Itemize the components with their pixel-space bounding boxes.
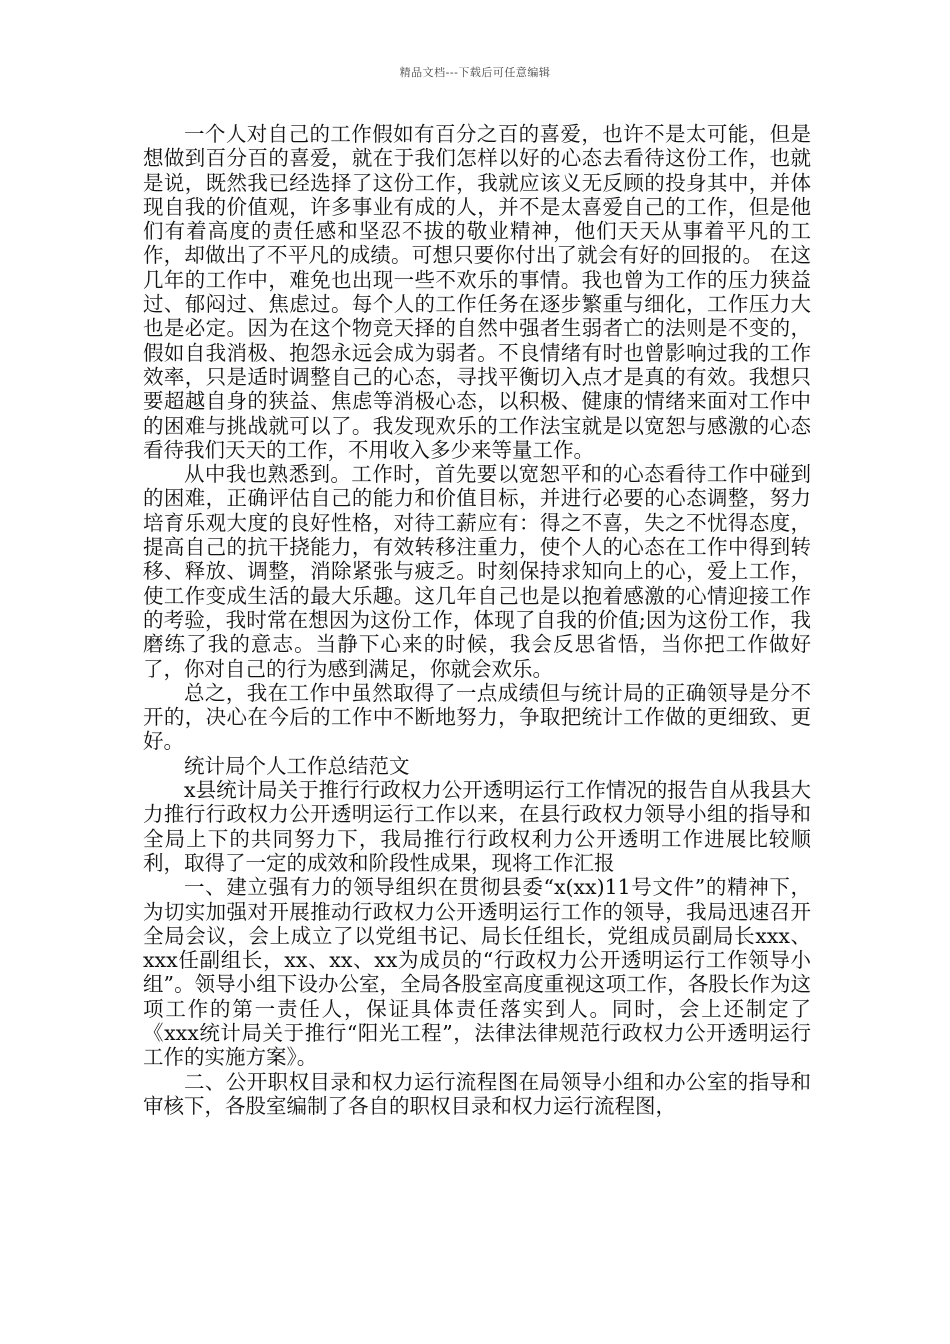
page-header: 精品文档---下载后可任意编辑 xyxy=(399,66,551,79)
paragraph-1: 一个人对自己的工作假如有百分之百的喜爱，也许不是太可能，但是想做到百分百的喜爱，就在于我们怎样以好的心态去看待这份工作，也就是说，既然我已经选择了这份工作，我就应该义无反顾的投身其中，并体现自我的价值观，许多事业有成的人，并不是太喜爱自己的工作，但是他们有着高度的责任感和坚忍不拔的敬业精神，他们天天从事着平凡的工作，却做出了不平凡的成绩。可想只要你付出了就会有好的回报的。 在这几年的工作中，难免也出现一些不欢乐的事情。我也曾为工作的压力狭益过、郁闷过、焦虑过。每个人的工作任务在逐步繁重与细化，工作压力大也是必定。因为在这个物竞天择的自然中强者生弱者亡的法则是不变的，假如自我消极、抱怨永远会成为弱者。不良情绪有时也曾影响过我的工作效率，只是适时调整自己的心态，寻找平衡切入点才是真的有效。我想只要超越自身的狭益、焦虑等消极心态，以积极、健康的情绪来面对工作中的困难与挑战就可以了。我发现欢乐的工作法宝就是以宽恕与感激的心态看待我们天天的工作，不用收入多少来等量工作。 xyxy=(143,122,811,462)
paragraph-4: x县统计局关于推行行政权力公开透明运行工作情况的报告自从我县大力推行行政权力公开透明运行工作以来，在县行政权力领导小组的指导和全局上下的共同努力下，我局推行行政权利力公开透明工作进展比较顺利，取得了一定的成效和阶段性成果，现将工作汇报 xyxy=(143,778,811,875)
paragraph-5: 一、建立强有力的领导组织在贯彻县委“x(xx)11号文件”的精神下，为切实加强对开展推动行政权力公开透明运行工作的领导，我局迅速召开全局会议，会上成立了以党组书记、局长任组长，党组成员副局长xxx、xxx任副组长，xx、xx、xx为成员的“行政权力公开透明运行工作领导小组”。领导小组下设办公室，全局各股室高度重视这项工作，各股长作为这项工作的第一责任人，保证具体责任落实到人。同时，会上还制定了《xxx统计局关于推行“阳光工程”，法律法律规范行政权力公开透明运行工作的实施方案》。 xyxy=(143,875,811,1070)
document-body xyxy=(143,122,811,1118)
paragraph-2: 从中我也熟悉到。工作时，首先要以宽恕平和的心态看待工作中碰到的困难，正确评估自己的能力和价值目标，并进行必要的心态调整，努力培育乐观大度的良好性格，对待工薪应有：得之不喜，失之不忧得态度，提高自己的抗干挠能力，有效转移注重力，使个人的心态在工作中得到转移、释放、调整，消除紧张与疲乏。时刻保持求知向上的心，爱上工作，使工作变成生活的最大乐趣。这几年自己也是以抱着感激的心情迎接工作的考验，我时常在想因为这份工作，体现了自我的价值;因为这份工作，我磨练了我的意志。当静下心来的时候，我会反思省悟，当你把工作做好了，你对自己的行为感到满足，你就会欢乐。 xyxy=(143,462,811,681)
paragraph-6: 二、公开职权目录和权力运行流程图在局领导小组和办公室的指导和审核下，各股室编制了各自的职权目录和权力运行流程图， xyxy=(143,1069,811,1118)
paragraph-3: 总之，我在工作中虽然取得了一点成绩但与统计局的正确领导是分不开的，决心在今后的工作中不断地努力，争取把统计工作做的更细致、更好。 xyxy=(143,680,811,754)
section-title: 统计局个人工作总结范文 xyxy=(184,753,410,778)
